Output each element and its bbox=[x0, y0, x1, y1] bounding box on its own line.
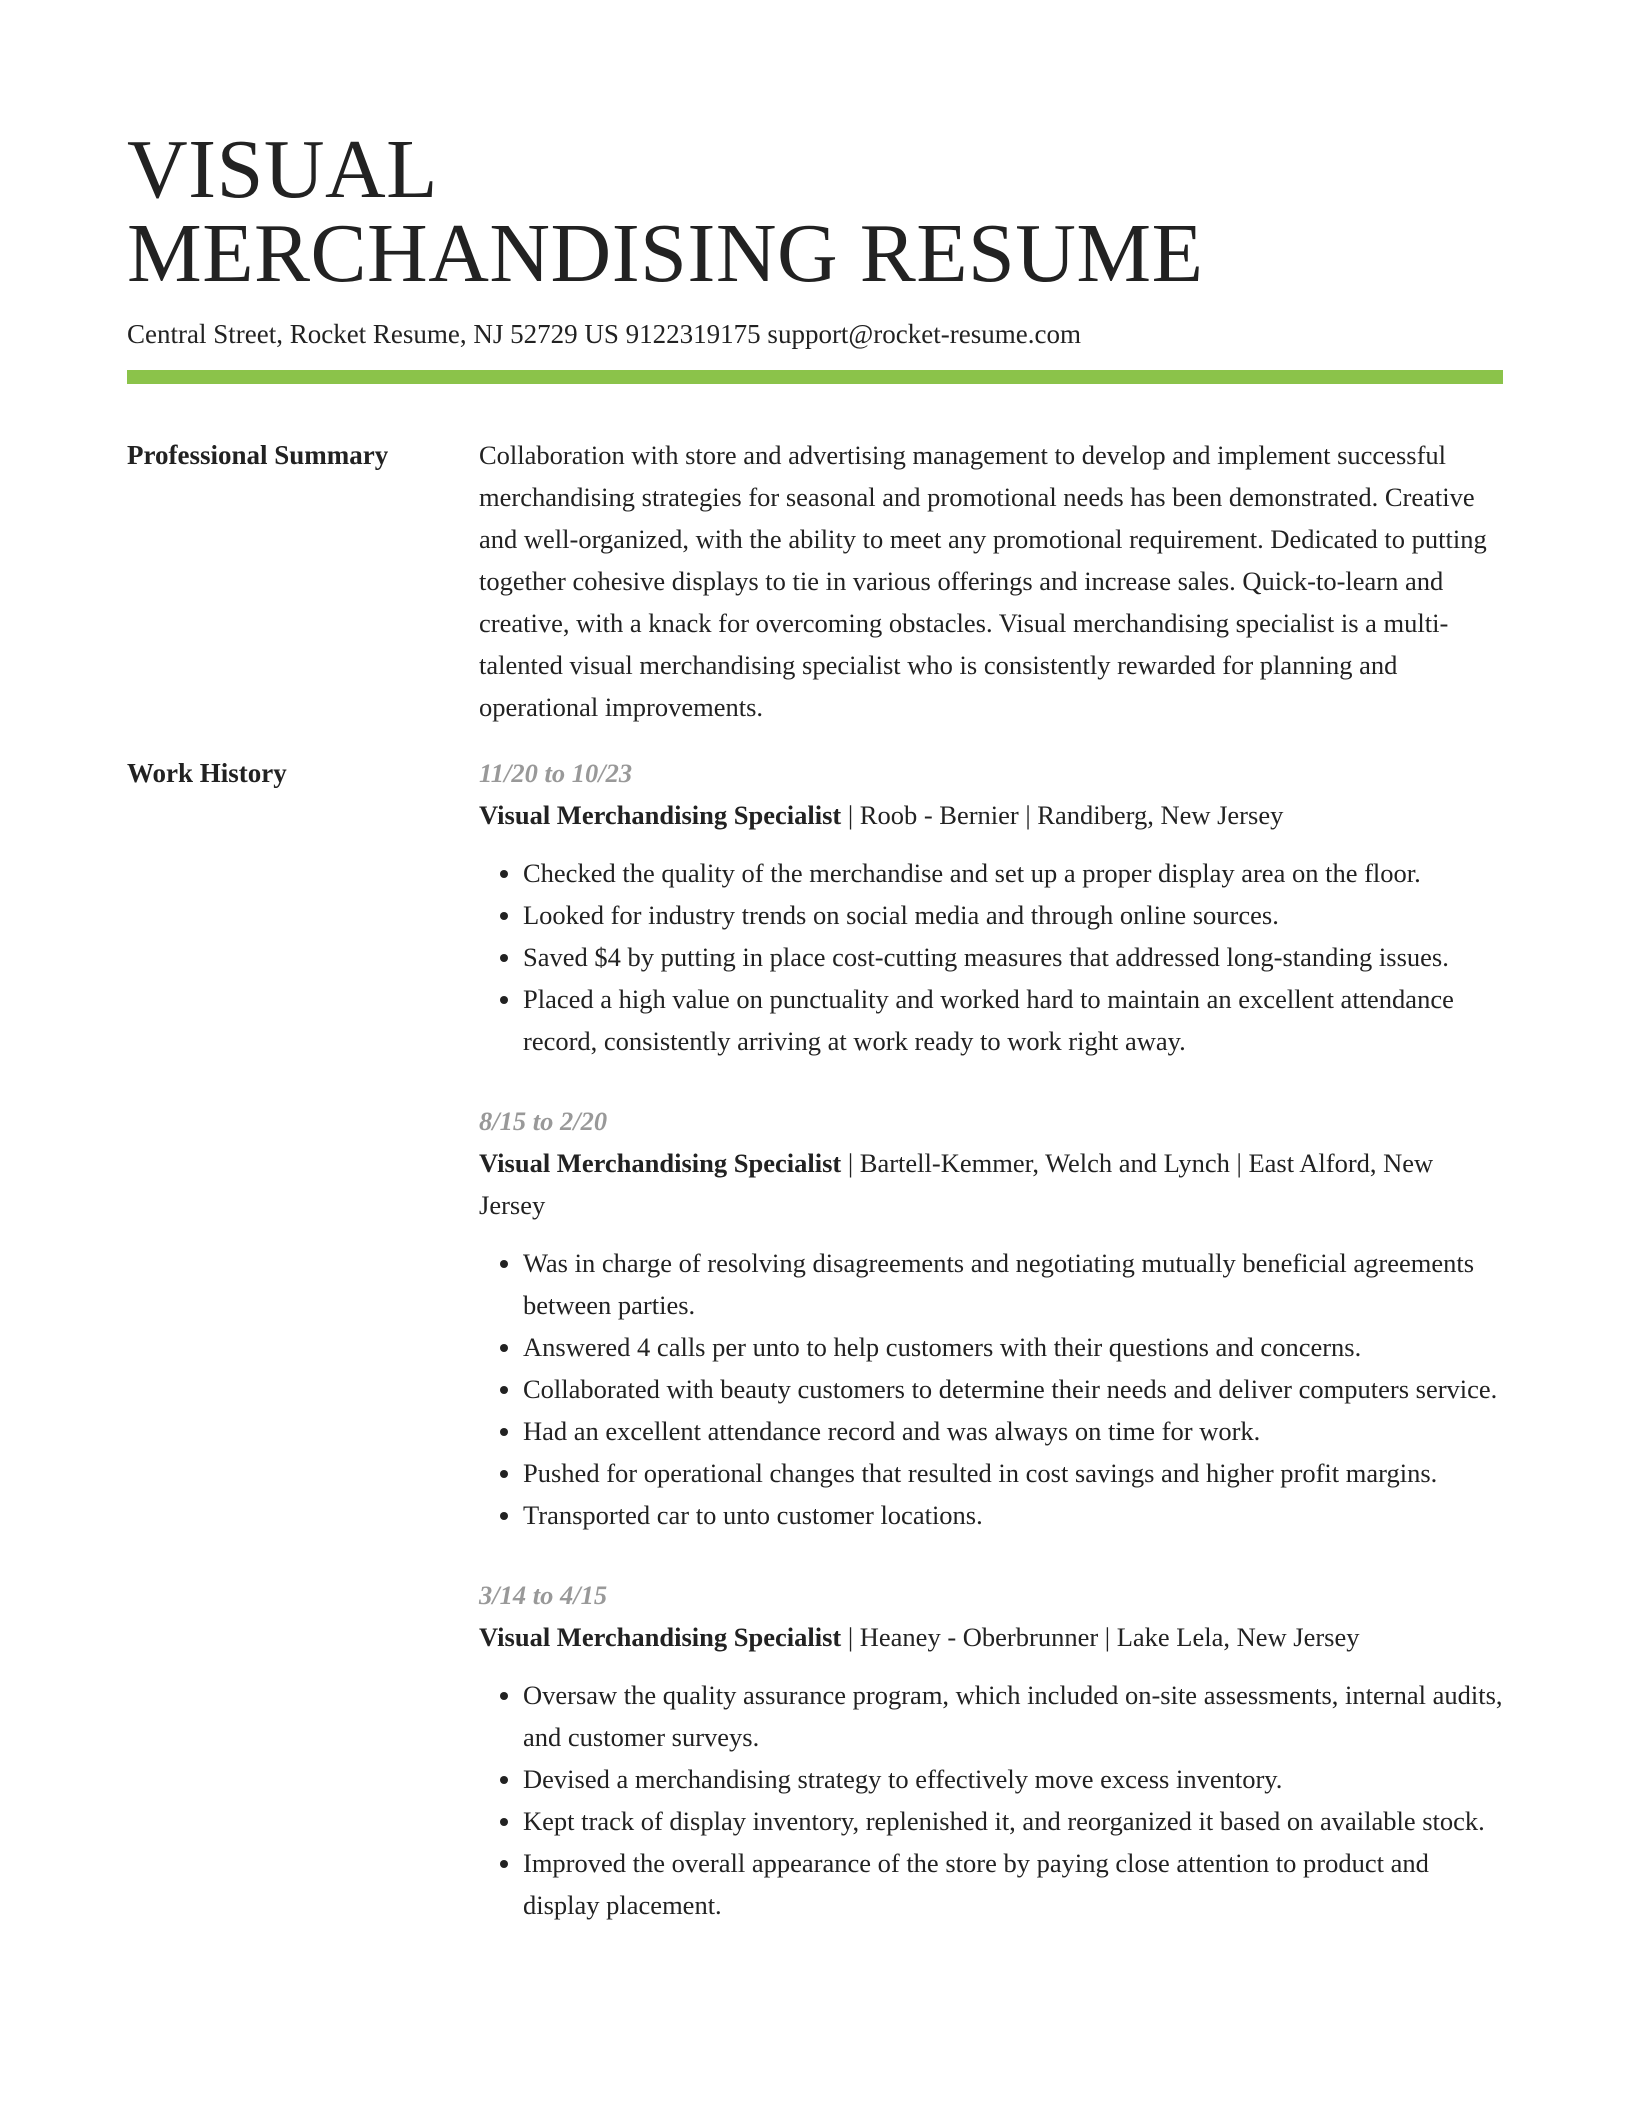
title-line-2: MERCHANDISING RESUME bbox=[127, 207, 1204, 300]
job-bullet: • Checked the quality of the merchandise and set up a proper display area on the floor. bbox=[523, 852, 1503, 894]
resume-page bbox=[127, 123, 1503, 1964]
title-line-1: VISUAL bbox=[127, 123, 438, 216]
job-dates: 3/14 to 4/15 bbox=[479, 1580, 608, 1610]
summary-body bbox=[479, 434, 1503, 728]
job-bullet: • Looked for industry trends on social media and through online sources. bbox=[523, 894, 1503, 936]
job-title: Visual Merchandising Specialist bbox=[479, 1148, 842, 1178]
job-heading bbox=[479, 794, 1503, 836]
job-bullet-list bbox=[479, 1674, 1503, 1926]
job-details: | Roob - Bernier | Randiberg, New Jersey bbox=[841, 800, 1284, 830]
job-bullet: • Transported car to unto customer locations. bbox=[523, 1494, 1503, 1536]
job-details: | Bartell-Kemmer, Welch and Lynch | East Alford, New Jersey bbox=[479, 1148, 1434, 1220]
contact-info: Central Street, Rocket Resume, NJ 52729 US 9122319175 support@rocket-resume.com bbox=[127, 319, 1081, 349]
job-bullet: • Oversaw the quality assurance program, which included on-site assessments, internal audits, and customer surveys. bbox=[523, 1674, 1503, 1758]
summary-text: Collaboration with store and advertising management to develop and implement successful merchandising strategies for seasonal and promotional needs has been demonstrated. Creative and well-organized, with the ability to meet any promotional requirement. Dedicated to putting together cohesive displays to tie in various offerings and increase sales. Quick-to-learn and creative, with a knack for overcoming obstacles. Visual merchandising specialist is a multi-talented visual merchandising specialist who is consistently rewarded for planning and operational improvements. bbox=[479, 440, 1487, 722]
job-heading bbox=[479, 1142, 1503, 1226]
job-entry bbox=[479, 1100, 1503, 1536]
job-bullet: • Devised a merchandising strategy to effectively move excess inventory. bbox=[523, 1758, 1503, 1800]
accent-divider bbox=[127, 370, 1503, 384]
job-bullet: • Improved the overall appearance of the store by paying close attention to product and display placement. bbox=[523, 1842, 1503, 1926]
professional-summary-section bbox=[127, 434, 1503, 728]
job-bullet: • Answered 4 calls per unto to help customers with their questions and concerns. bbox=[523, 1326, 1503, 1368]
work-history-body bbox=[479, 752, 1503, 1964]
work-history-section bbox=[127, 752, 1503, 1964]
job-heading bbox=[479, 1616, 1503, 1658]
job-bullet-list bbox=[479, 1242, 1503, 1536]
section-label-work-history: Work History bbox=[127, 758, 287, 788]
job-entry bbox=[479, 752, 1503, 1062]
job-entry bbox=[479, 1574, 1503, 1926]
job-bullet: • Placed a high value on punctuality and worked hard to maintain an excellent attendance record, consistently arriving at work ready to work right away. bbox=[523, 978, 1503, 1062]
job-bullet-list bbox=[479, 852, 1503, 1062]
resume-title bbox=[127, 123, 1503, 300]
job-title: Visual Merchandising Specialist bbox=[479, 1622, 842, 1652]
job-bullet: • Collaborated with beauty customers to determine their needs and deliver computers service. bbox=[523, 1368, 1503, 1410]
job-dates: 8/15 to 2/20 bbox=[479, 1106, 608, 1136]
job-bullet: • Saved $4 by putting in place cost-cutting measures that addressed long-standing issues. bbox=[523, 936, 1503, 978]
job-dates: 11/20 to 10/23 bbox=[479, 758, 633, 788]
job-details: | Heaney - Oberbrunner | Lake Lela, New Jersey bbox=[841, 1622, 1360, 1652]
job-bullet: • Kept track of display inventory, replenished it, and reorganized it based on available stock. bbox=[523, 1800, 1503, 1842]
job-title: Visual Merchandising Specialist bbox=[479, 800, 842, 830]
job-bullet: • Was in charge of resolving disagreements and negotiating mutually beneficial agreements between parties. bbox=[523, 1242, 1503, 1326]
job-bullet: • Had an excellent attendance record and was always on time for work. bbox=[523, 1410, 1503, 1452]
job-bullet: • Pushed for operational changes that resulted in cost savings and higher profit margins. bbox=[523, 1452, 1503, 1494]
section-label-summary: Professional Summary bbox=[127, 440, 389, 470]
